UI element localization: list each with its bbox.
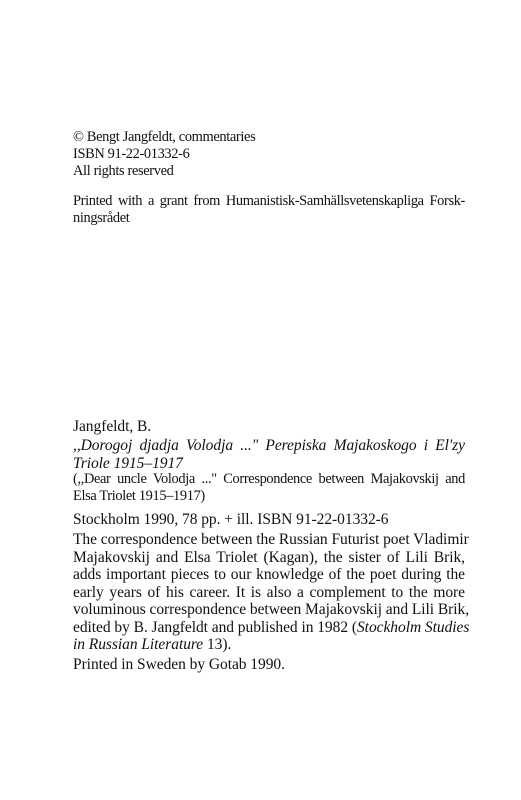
isbn-line: ISBN 91-22-01332-6 [73, 146, 190, 162]
catalog-title-line-1: ,,Dorogoj djadja Volodja ..." Perepiska Majakoskogo i El'zy [73, 437, 465, 454]
abstract-line-2: Majakovskij and Elsa Triolet (Kagan), the sister of Lili Brik, [73, 548, 465, 566]
catalog-publication: Stockholm 1990, 78 pp. + ill. ISBN 91-22-01332-6 [73, 511, 389, 528]
copyright-notice: © Bengt Jangfeldt, commentaries [73, 129, 256, 145]
abstract-line-3: adds important pieces to our knowledge of the poet during the [73, 566, 465, 583]
catalog-title [73, 437, 465, 472]
abstract-line-5: voluminous correspondence between Majakovskij and Lili Brik, [73, 601, 470, 618]
catalog-title-line-2: Triole 1915–1917 [73, 454, 183, 472]
abstract-line-1: The correspondence between the Russian Futurist poet Vladimir [73, 531, 469, 548]
grant-note [73, 193, 465, 227]
abstract-line-6: edited by B. Jangfeldt and published in 1982 (Stockholm Studies [73, 618, 470, 636]
catalog-author: Jangfeldt, B. [73, 418, 152, 435]
rights-line: All rights reserved [73, 163, 174, 179]
catalog-translation-line-2: Elsa Triolet 1915–1917) [73, 488, 205, 504]
catalog-translation-line-1: (,,Dear uncle Volodja ..." Correspondence between Majakovskij and [73, 471, 465, 487]
grant-line-1: Printed with a grant from Humanistisk-Samhällsvetenskapliga Forsk- [73, 193, 465, 209]
abstract-line-7: in Russian Literature 13). [73, 636, 232, 653]
abstract [73, 531, 470, 654]
copyright-block [73, 129, 465, 180]
grant-line-2: ningsrådet [73, 210, 130, 226]
abstract-line-4: early years of his career. It is also a complement to the more [73, 583, 465, 601]
catalog-translation [73, 471, 465, 505]
printer-note: Printed in Sweden by Gotab 1990. [73, 656, 285, 673]
